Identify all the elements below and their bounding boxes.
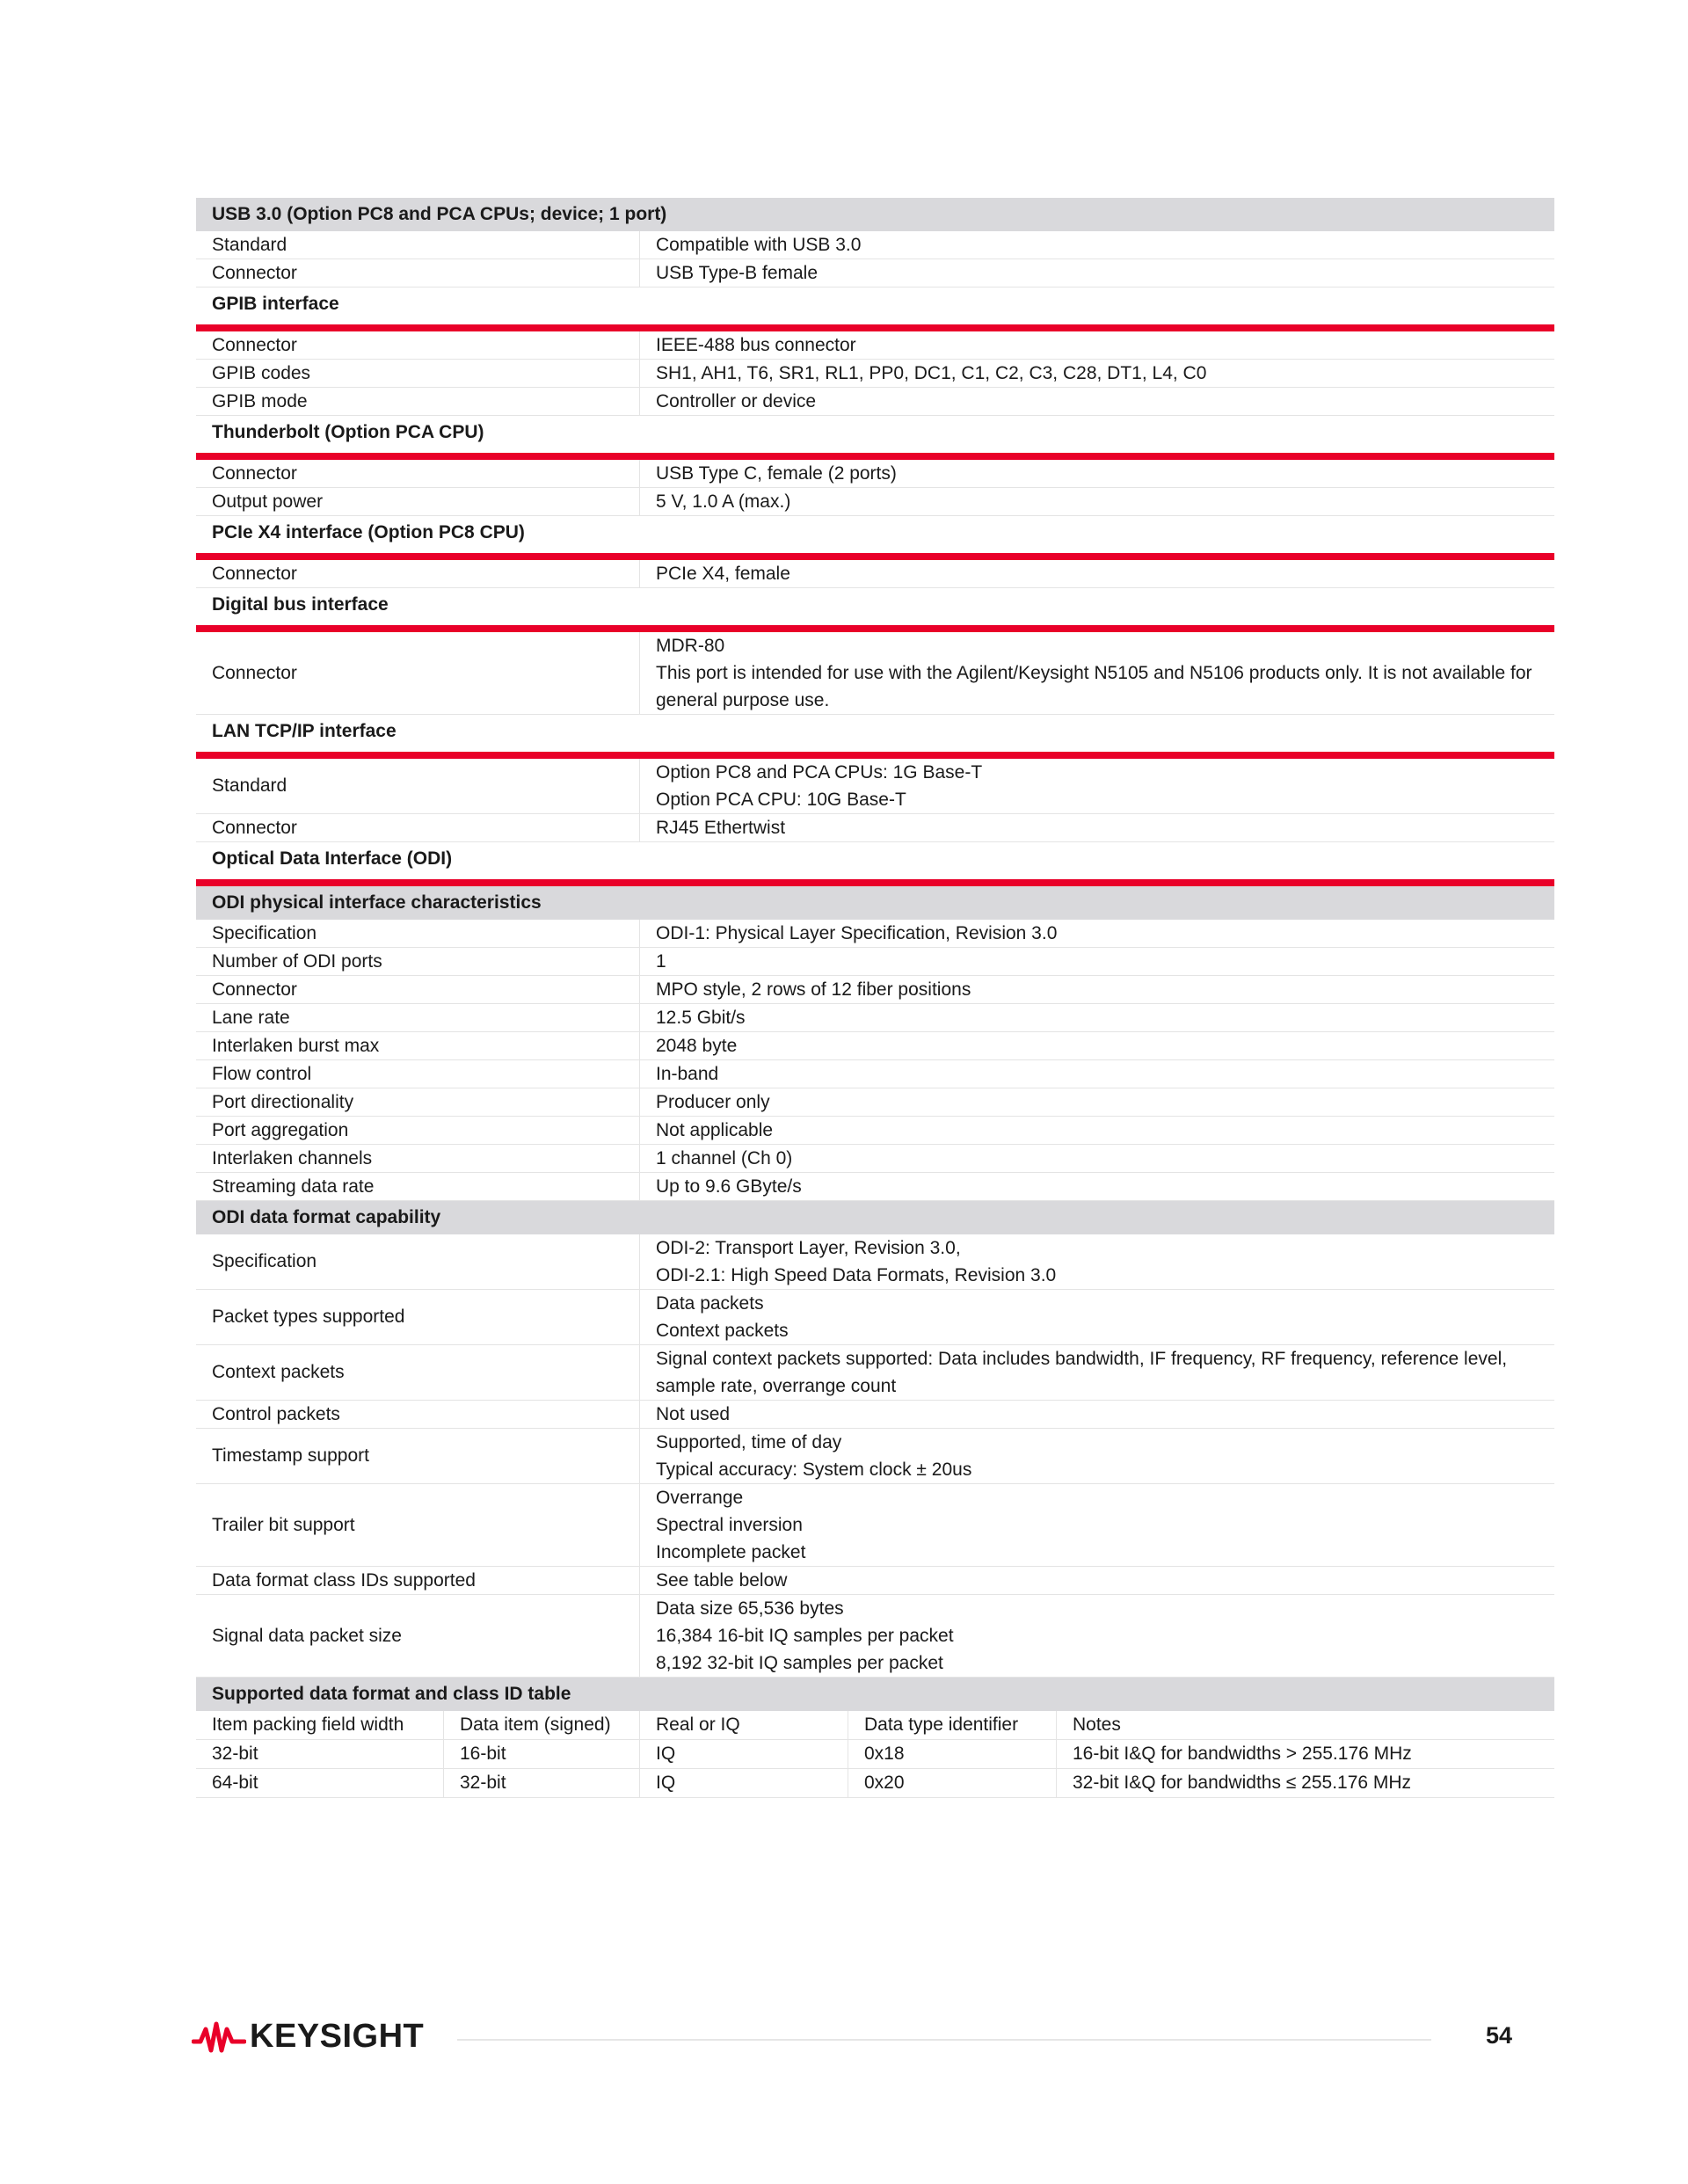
row-label: Flow control — [196, 1060, 640, 1088]
row-value: 12.5 Gbit/s — [656, 1007, 746, 1028]
row-value — [640, 1290, 1554, 1344]
table-row — [196, 920, 1554, 948]
pcie-section-title: PCIe X4 interface (Option PC8 CPU) — [212, 522, 525, 542]
value-line: This port is intended for use with the Agilent/Keysight N5105 and N5106 products only. It is not available for — [656, 663, 1532, 683]
table-row — [196, 231, 1554, 259]
table-cell: 32-bit — [196, 1740, 444, 1768]
table-row — [196, 814, 1554, 842]
value-line: 8,192 32-bit IQ samples per packet — [656, 1653, 943, 1673]
thunderbolt-section-title: Thunderbolt (Option PCA CPU) — [212, 422, 484, 442]
class-table-header — [196, 1678, 1554, 1711]
row-value: 2048 byte — [656, 1035, 738, 1056]
row-value: Not applicable — [656, 1119, 774, 1140]
row-label: Connector — [196, 814, 640, 841]
table-row — [196, 1004, 1554, 1032]
row-label: Packet types supported — [196, 1290, 640, 1344]
column-header: Item packing field width — [196, 1711, 444, 1739]
table-row — [196, 331, 1554, 360]
row-label: GPIB mode — [196, 388, 640, 415]
class-table-header-text: Supported data format and class ID table — [212, 1684, 571, 1704]
odi-format-header-text: ODI data format capability — [212, 1207, 441, 1227]
row-label: Timestamp support — [196, 1429, 640, 1483]
table-cell: 64-bit — [196, 1769, 444, 1797]
row-value: SH1, AH1, T6, SR1, RL1, PP0, DC1, C1, C2, C3, C28, DT1, L4, C0 — [656, 362, 1207, 383]
row-value: Up to 9.6 GByte/s — [656, 1176, 802, 1197]
page-number: 54 — [1485, 2022, 1512, 2049]
table-row — [196, 1345, 1554, 1401]
keysight-logo — [192, 2018, 424, 2056]
row-label: Signal data packet size — [196, 1595, 640, 1677]
row-label: Lane rate — [196, 1004, 640, 1031]
row-label: Specification — [196, 1234, 640, 1289]
section-divider — [196, 879, 1554, 886]
class-table-column-headers — [196, 1711, 1554, 1740]
value-line: 16,384 16-bit IQ samples per packet — [656, 1626, 954, 1646]
odi-section-title: Optical Data Interface (ODI) — [212, 848, 453, 869]
row-label: Control packets — [196, 1401, 640, 1428]
value-line: Option PCA CPU: 10G Base-T — [656, 790, 906, 810]
odi-physical-header — [196, 886, 1554, 920]
usb-section-header — [196, 198, 1554, 231]
row-label: Standard — [196, 231, 640, 258]
table-row — [196, 759, 1554, 814]
value-line: Typical accuracy: System clock ± 20us — [656, 1460, 972, 1480]
table-cell: IQ — [640, 1769, 848, 1797]
odi-physical-rows — [196, 920, 1554, 1201]
value-line: Data size 65,536 bytes — [656, 1598, 844, 1619]
row-value: Controller or device — [656, 390, 817, 411]
row-label: Specification — [196, 920, 640, 947]
row-label: Connector — [196, 460, 640, 487]
column-header: Notes — [1073, 1714, 1121, 1735]
table-cell: 16-bit — [444, 1740, 640, 1768]
row-value: Compatible with USB 3.0 — [656, 234, 862, 255]
row-label: Context packets — [196, 1345, 640, 1400]
odi-physical-header-text: ODI physical interface characteristics — [212, 892, 542, 913]
table-cell: 32-bit — [444, 1769, 640, 1797]
value-line: Overrange — [656, 1488, 744, 1508]
table-row — [196, 1740, 1554, 1769]
keysight-wave-icon — [192, 2019, 246, 2056]
row-value: 1 channel (Ch 0) — [656, 1147, 793, 1168]
row-value: USB Type C, female (2 ports) — [656, 462, 897, 484]
value-line: Spectral inversion — [656, 1515, 803, 1535]
spec-table — [196, 198, 1554, 1798]
value-line: Supported, time of day — [656, 1432, 842, 1452]
row-value — [640, 759, 1554, 813]
row-label: Data format class IDs supported — [196, 1567, 640, 1594]
gpib-section-title: GPIB interface — [212, 294, 339, 314]
row-value: Producer only — [656, 1091, 770, 1112]
table-row — [196, 388, 1554, 416]
footer-divider — [457, 2039, 1431, 2041]
brand-name: KEYSIGHT — [250, 2018, 425, 2055]
row-label: Connector — [196, 632, 640, 714]
usb-header-text: USB 3.0 (Option PC8 and PCA CPUs; device; 1 port) — [212, 204, 667, 224]
table-row — [196, 632, 1554, 715]
row-label: Connector — [196, 259, 640, 287]
value-line: Option PC8 and PCA CPUs: 1G Base-T — [656, 762, 983, 783]
table-row — [196, 1484, 1554, 1567]
table-row — [196, 1060, 1554, 1088]
value-line: ODI-2.1: High Speed Data Formats, Revision 3.0 — [656, 1265, 1057, 1285]
row-value: RJ45 Ethertwist — [656, 817, 786, 838]
table-row — [196, 1595, 1554, 1678]
row-value: 1 — [656, 950, 666, 972]
row-label: Port directionality — [196, 1088, 640, 1116]
column-header: Data type identifier — [848, 1711, 1057, 1739]
digital-bus-section-title: Digital bus interface — [212, 594, 389, 615]
row-value: IEEE-488 bus connector — [656, 334, 856, 355]
row-label: Streaming data rate — [196, 1173, 640, 1200]
row-label: Interlaken channels — [196, 1145, 640, 1172]
column-header: Data item (signed) — [444, 1711, 640, 1739]
row-value: USB Type-B female — [656, 262, 819, 283]
section-divider — [196, 625, 1554, 632]
table-row — [196, 488, 1554, 516]
row-label: Port aggregation — [196, 1117, 640, 1144]
section-divider — [196, 453, 1554, 460]
table-row — [196, 1290, 1554, 1345]
column-header: Real or IQ — [640, 1711, 848, 1739]
value-line: Signal context packets supported: Data includes bandwidth, IF frequency, RF frequency, reference level, — [656, 1349, 1508, 1369]
table-row — [196, 460, 1554, 488]
row-label: Standard — [196, 759, 640, 813]
row-value: 5 V, 1.0 A (max.) — [656, 491, 791, 512]
table-row — [196, 1117, 1554, 1145]
table-row — [196, 1032, 1554, 1060]
row-value: ODI-1: Physical Layer Specification, Revision 3.0 — [656, 922, 1058, 943]
table-row — [196, 948, 1554, 976]
odi-format-header — [196, 1201, 1554, 1234]
value-line: Context packets — [656, 1321, 789, 1341]
row-value: See table below — [656, 1569, 788, 1591]
lan-section-title: LAN TCP/IP interface — [212, 721, 397, 741]
row-value — [640, 1345, 1554, 1400]
table-row — [196, 1145, 1554, 1173]
section-divider — [196, 324, 1554, 331]
table-cell: 0x18 — [848, 1740, 1057, 1768]
row-value: Not used — [656, 1403, 731, 1424]
value-line: MDR-80 — [656, 636, 725, 656]
row-value — [640, 632, 1554, 714]
row-value: PCIe X4, female — [656, 563, 790, 584]
table-row — [196, 976, 1554, 1004]
row-label: Connector — [196, 976, 640, 1003]
table-row — [196, 1088, 1554, 1117]
section-divider — [196, 752, 1554, 759]
section-divider — [196, 553, 1554, 560]
row-value: MPO style, 2 rows of 12 fiber positions — [656, 979, 971, 1000]
table-row — [196, 1567, 1554, 1595]
value-line: general purpose use. — [656, 690, 830, 710]
value-line: ODI-2: Transport Layer, Revision 3.0, — [656, 1238, 961, 1258]
row-value — [640, 1595, 1554, 1677]
table-cell: 0x20 — [848, 1769, 1057, 1797]
table-row — [196, 360, 1554, 388]
table-row — [196, 1429, 1554, 1484]
value-line: sample rate, overrange count — [656, 1376, 897, 1396]
value-line: Incomplete packet — [656, 1542, 806, 1562]
row-value: In-band — [656, 1063, 719, 1084]
row-label: Number of ODI ports — [196, 948, 640, 975]
row-value — [640, 1234, 1554, 1289]
value-line: Data packets — [656, 1293, 764, 1314]
table-row — [196, 1173, 1554, 1201]
row-label: GPIB codes — [196, 360, 640, 387]
table-cell: 32-bit I&Q for bandwidths ≤ 255.176 MHz — [1073, 1773, 1412, 1793]
row-value — [640, 1484, 1554, 1566]
row-label: Connector — [196, 560, 640, 587]
table-cell: IQ — [640, 1740, 848, 1768]
row-label: Trailer bit support — [196, 1484, 640, 1566]
row-label: Output power — [196, 488, 640, 515]
table-row — [196, 560, 1554, 588]
row-value — [640, 1429, 1554, 1483]
table-row — [196, 1401, 1554, 1429]
table-cell: 16-bit I&Q for bandwidths > 255.176 MHz — [1073, 1744, 1412, 1764]
table-row — [196, 1769, 1554, 1798]
row-label: Connector — [196, 331, 640, 359]
row-label: Interlaken burst max — [196, 1032, 640, 1059]
table-row — [196, 259, 1554, 288]
table-row — [196, 1234, 1554, 1290]
